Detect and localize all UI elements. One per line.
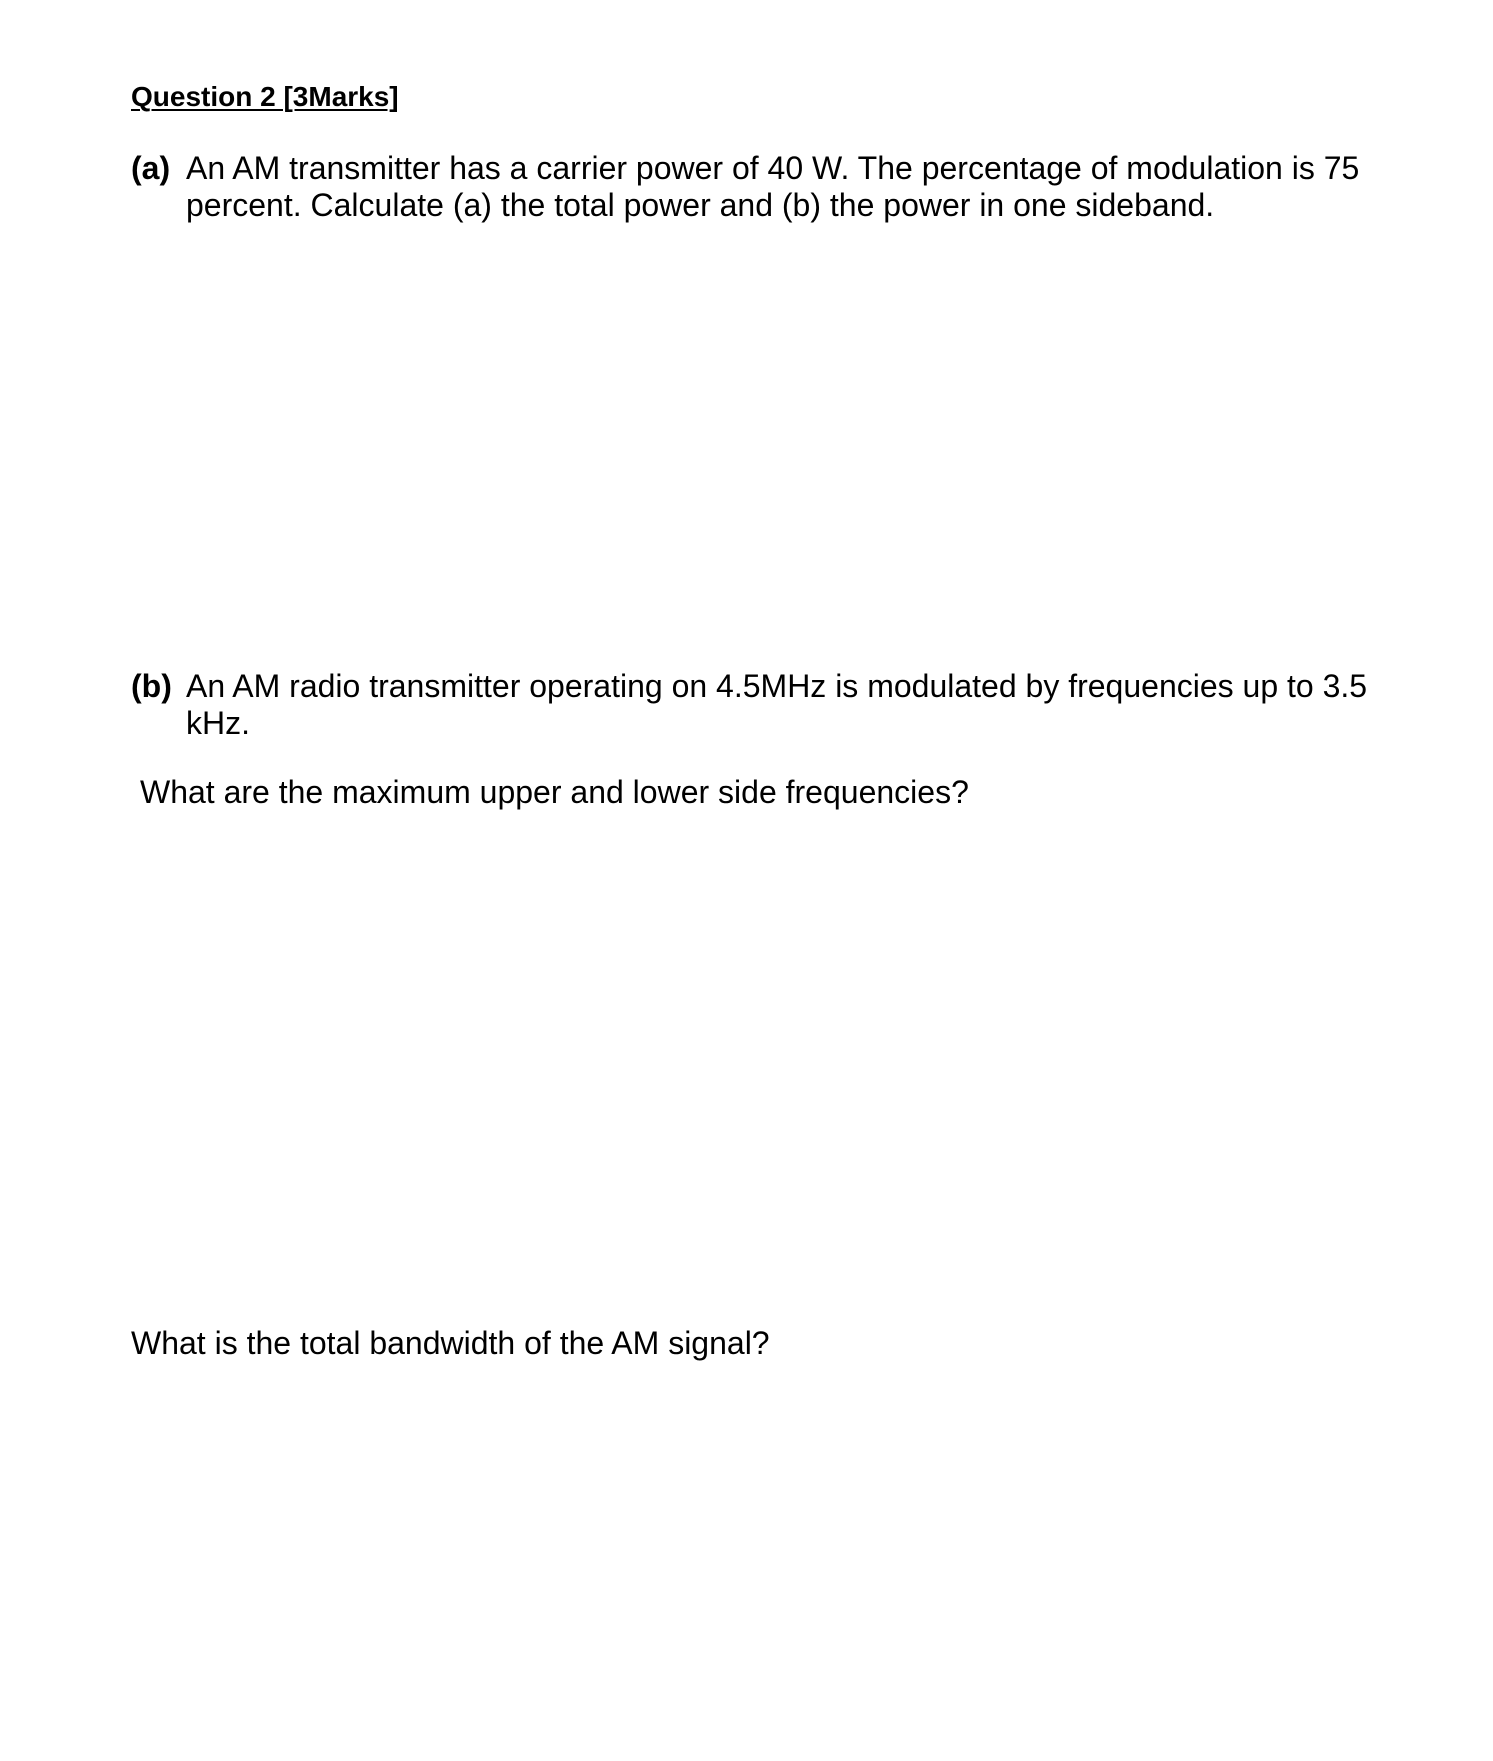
part-a	[131, 150, 1381, 224]
part-b-text: An AM radio transmitter operating on 4.5MHz is modulated by frequencies up to 3.5 kHz.	[186, 668, 1368, 741]
question-heading: Question 2 [3Marks]	[131, 81, 399, 112]
part-a-label: (a)	[131, 150, 171, 186]
part-b-label: (b)	[131, 668, 172, 704]
part-a-text: An AM transmitter has a carrier power of 40 W. The percentage of modulation is 75 percent. Calculate (a) the total power and (b) the power in one sideband.	[186, 150, 1360, 223]
bandwidth-question: What is the total bandwidth of the AM signal?	[131, 1325, 770, 1361]
side-frequencies-question: What are the maximum upper and lower side frequencies?	[140, 774, 969, 810]
part-b	[131, 668, 1381, 742]
